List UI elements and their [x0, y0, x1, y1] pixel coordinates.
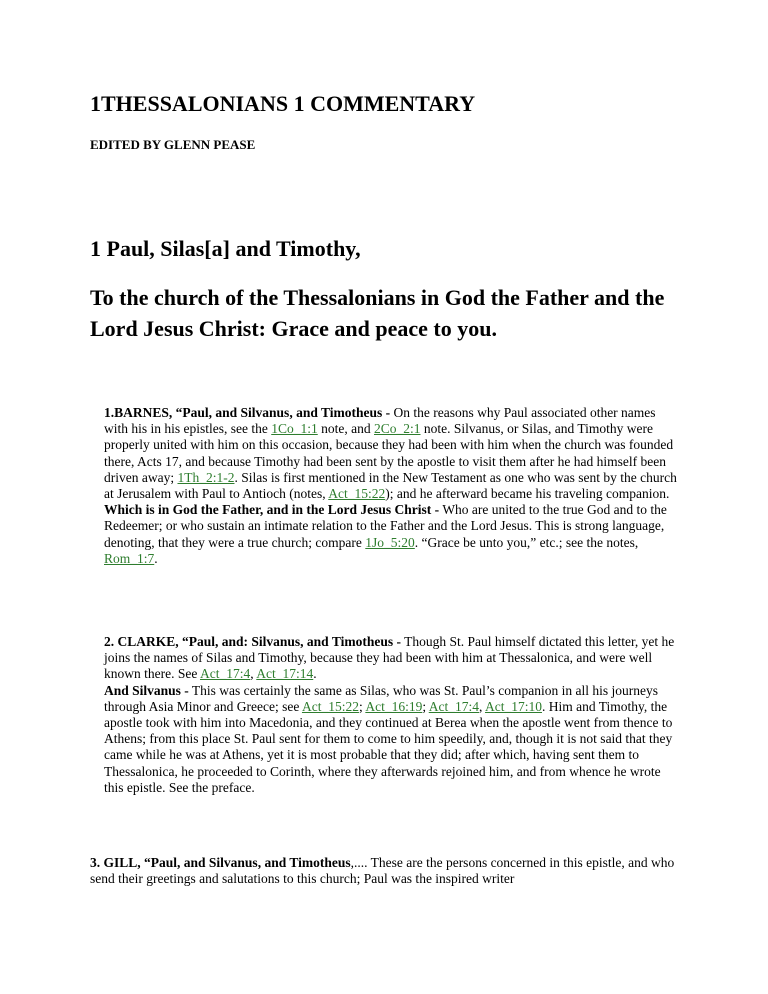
gill-commentary	[90, 855, 680, 887]
clarke-paragraph-1: 2. CLARKE, “Paul, and: Silvanus, and Timotheus - Though St. Paul himself dictated this letter, yet he joins the names of Silas and Timothy, because they had been with him at Thessalonica, and were well known there. See Act_17:4, Act_17:14.	[104, 634, 675, 682]
ref-link[interactable]: Act_17:14	[256, 666, 314, 682]
barnes-paragraph-1: 1.BARNES, “Paul, and Silvanus, and Timotheus - On the reasons why Paul associated other names with his in his epistles, see the 1Co_1:1 note, and 2Co_2:1 note. Silvanus, or Silas, and Timothy were properly united with him on this occasion, because they had been with him when the church was founded there, Acts 17, and because Timothy had been sent by the apostle to visit them after he had himself been driven away; 1Th_2:1-2. Silas is first mentioned in the New Testament as one who was sent by the church at Jerusalem with Paul to Antioch (notes, Act_15:22); and he afterward became his traveling companion.	[104, 405, 677, 502]
gill-lead: 3. GILL, “Paul, and Silvanus, and Timotheus	[90, 855, 351, 870]
ref-link[interactable]: 1Jo_5:20	[365, 534, 415, 550]
barnes-lead: 1.BARNES, “Paul, and Silvanus, and Timotheus -	[104, 405, 391, 420]
barnes-paragraph-2: Which is in God the Father, and in the Lord Jesus Christ - Who are united to the true God and to the Redeemer; or who sustain an intimate relation to the Father and the Lord Jesus. This is strong language, denoting, that they were a true church; compare 1Jo_5:20. “Grace be unto you,” etc.; see the notes, Rom_1:7.	[104, 502, 667, 566]
ref-link[interactable]: 1Th_2:1-2	[177, 469, 235, 485]
verse-line-2: To the church of the Thessalonians in God the Father and the Lord Jesus Christ: Grace and peace to you.	[90, 285, 665, 341]
gill-paragraph-1: 3. GILL, “Paul, and Silvanus, and Timotheus,.... These are the persons concerned in this epistle, and who send their greetings and salutations to this church; Paul was the inspired writer	[90, 855, 675, 887]
clarke-paragraph-2: And Silvanus - This was certainly the same as Silas, who was St. Paul’s companion in all his journeys through Asia Minor and Greece; see Act_15:22; Act_16:19; Act_17:4, Act_17:10. Him and Timothy, the apostle took with him into Macedonia, and they continued at Berea when the apostle went from thence to Athens; from this place St. Paul sent for them to come to him speedily, and, though it is not said that they came while he was at Athens, yet it is most probable that they did; after which, having sent them to Thessalonica, he proceeded to Corinth, where they afterwards rejoined him, and from whence he wrote this epistle. See the preface.	[104, 682, 673, 795]
ref-link[interactable]: Act_16:19	[365, 698, 423, 714]
ref-link[interactable]: Act_15:22	[301, 698, 359, 714]
clarke-lead: 2. CLARKE, “Paul, and: Silvanus, and Timotheus -	[104, 634, 401, 649]
ref-link[interactable]: Act_15:22	[328, 486, 386, 502]
editor-credit: EDITED BY GLENN PEASE	[90, 137, 256, 152]
clarke-lead-2: And Silvanus -	[104, 682, 189, 698]
ref-link[interactable]: Rom_1:7	[104, 550, 155, 566]
verse-line-1: 1 Paul, Silas[a] and Timothy,	[90, 236, 361, 261]
barnes-lead-2: Which is in God the Father, and in the Lord Jesus Christ -	[104, 502, 440, 518]
ref-link[interactable]: Act_17:10	[485, 698, 542, 714]
ref-link[interactable]: Act_17:4	[428, 698, 479, 714]
barnes-commentary	[90, 405, 680, 567]
ref-link[interactable]: 2Co_2:1	[374, 421, 421, 437]
ref-link[interactable]: 1Co_1:1	[271, 421, 318, 437]
ref-link[interactable]: Act_17:4	[199, 666, 251, 682]
document-title: 1THESSALONIANS 1 COMMENTARY	[90, 91, 476, 116]
clarke-commentary	[90, 634, 680, 796]
